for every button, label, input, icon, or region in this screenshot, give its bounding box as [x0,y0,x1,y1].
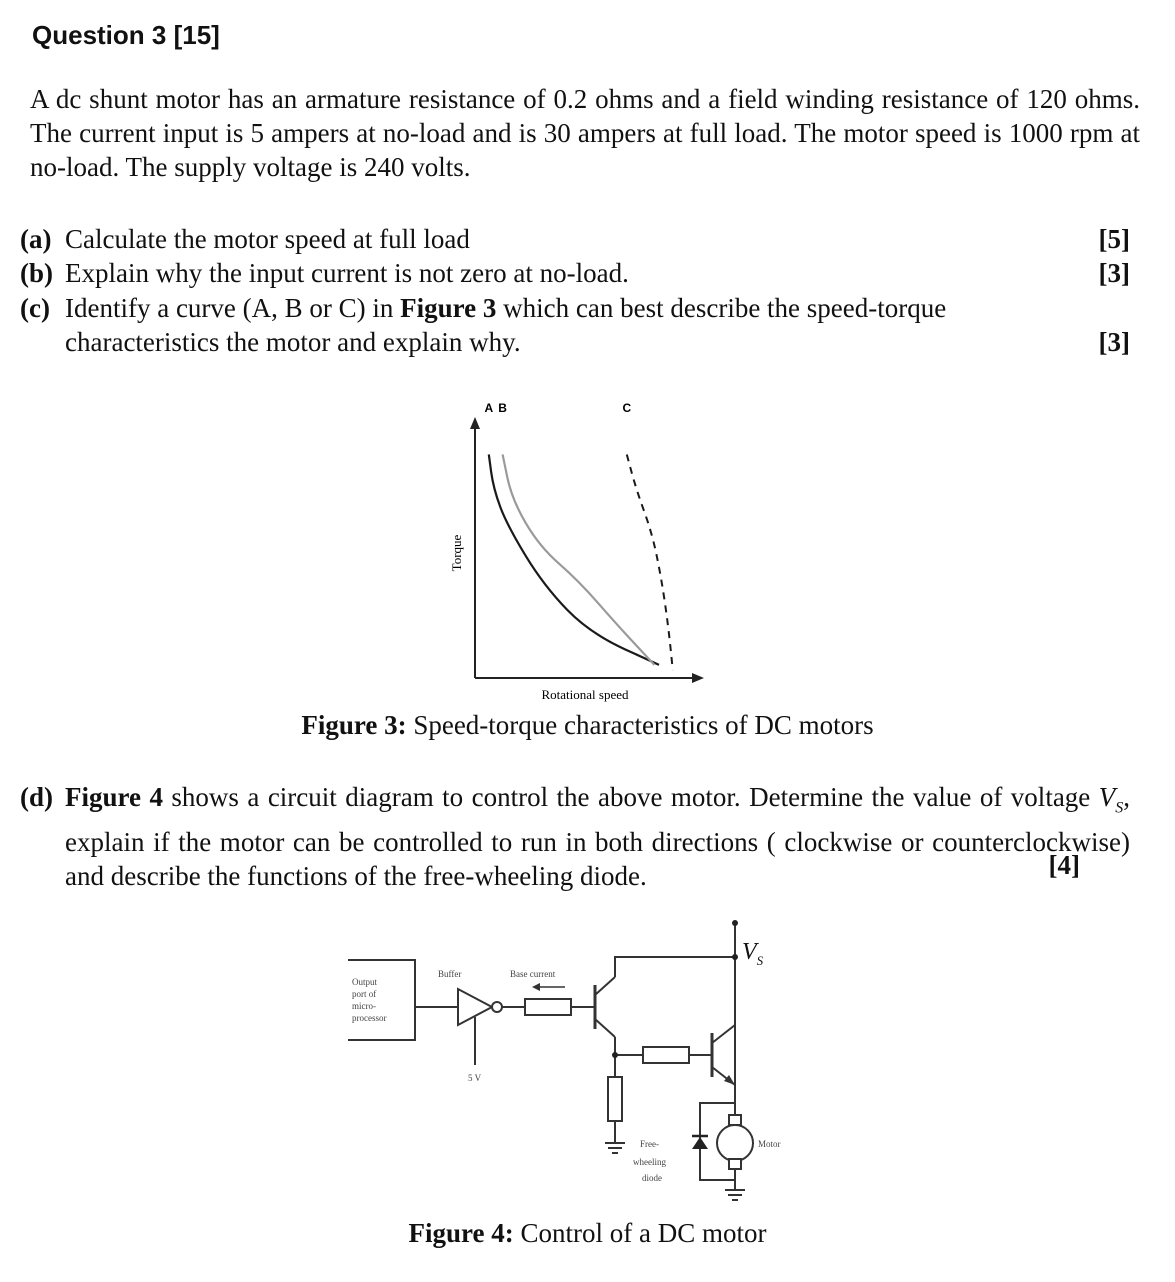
question-intro: A dc shunt motor has an armature resistance of 0.2 ohms and a field winding resistance of 120 ohms. The current input is 5 ampers at no-load and is 30 ampers at full load. The motor speed is 1000 rpm at no-load. The supply voltage is 240 volts. [30,84,1140,182]
y-axis-arrow-icon [470,417,480,429]
figure-4-caption [0,1218,1175,1249]
free-wheeling-diode-icon [692,1137,708,1149]
curve-a [489,454,659,664]
transistor-1-emitter [595,1019,615,1037]
junction-dot-vs [732,920,738,926]
part-d-text [65,780,1130,893]
motor-label: Motor [758,1139,781,1149]
part-d-marks: [4] [1048,850,1080,880]
curve-label-c: C [622,401,632,415]
base-current-arrowhead-icon [532,983,540,991]
part-d [20,780,1130,892]
part-d-letter: (d) [20,782,53,812]
wire-t1-collector-to-rail [615,957,735,977]
part-a-text: Calculate the motor speed at full load [65,224,470,254]
supply-5v-label: 5 V [468,1073,482,1083]
part-c-text-pre: Identify a curve (A, B or C) in [65,293,401,323]
figure-3-caption-text: Speed-torque characteristics of DC motors [406,710,874,740]
part-c [20,291,1130,361]
part-b-marks: [3] [1098,258,1130,288]
part-c-letter: (c) [20,293,50,323]
coupling-resistor [643,1047,689,1063]
part-c-text [65,291,1075,359]
output-port-label-2: port of [352,989,377,999]
x-axis-arrow-icon [692,673,704,683]
part-d-text-1: shows a circuit diagram to control the above motor. Determine the value of voltage [162,782,1099,812]
output-port-label-1: Output [352,977,378,987]
vs-label [742,939,764,968]
curve-c [627,454,673,670]
buffer-bubble [492,1002,502,1012]
figure-3-chart [420,395,720,705]
y-axis-label: Torque [449,534,464,572]
transistor-2-collector [712,1025,735,1043]
curve-b [503,454,655,664]
vs-label-main: V [742,939,757,965]
part-c-text-post: which can best describe the speed-torque characteristics the motor and explain why. [65,293,947,357]
part-a-marks: [5] [1098,224,1130,254]
diode-label-2: wheeling [633,1157,666,1167]
buffer-label: Buffer [438,969,462,979]
motor-brush-top [729,1115,741,1125]
part-d-vs-sub: S [1115,799,1124,817]
question-heading: Question 3 [15] [32,20,220,50]
figure-4-caption-label: Figure 4: [408,1218,514,1248]
part-b-letter: (b) [20,258,53,288]
diode-label-1: Free- [640,1139,659,1149]
part-d-figure-ref: Figure 4 [65,782,163,812]
figure-3-caption-label: Figure 3: [301,710,407,740]
motor-icon [717,1125,753,1161]
part-c-marks: [3] [1098,327,1130,357]
pulldown-resistor [608,1077,622,1121]
part-a-letter: (a) [20,224,52,254]
part-b-text: Explain why the input current is not zero at no-load. [65,258,629,288]
part-d-vs: V [1098,782,1116,812]
motor-brush-bottom [729,1159,741,1169]
figure-3-caption [0,710,1175,741]
diode-label-3: diode [642,1173,662,1183]
transistor-1-collector [595,977,615,995]
part-c-figure-ref: Figure 3 [400,293,497,323]
base-resistor [525,999,571,1015]
output-port-label-3: micro- [352,1001,376,1011]
curve-label-b: B [498,401,507,415]
junction-dot-emitter [612,1052,618,1058]
vs-label-sub: S [756,953,764,968]
junction-dot-rail [732,954,738,960]
output-port-label-4: processor [352,1013,387,1023]
x-axis-label: Rotational speed [541,687,629,702]
part-d-text-2: , explain if the motor can be controlled to run in both directions ( clockwise or counterclockwise) and describe the functions of the free-wheeling diode. [65,782,1130,892]
figure-4-caption-text: Control of a DC motor [513,1218,767,1248]
output-port-box [348,960,415,1040]
base-current-label: Base current [510,969,556,979]
curve-label-a: A [484,401,494,415]
figure-4-circuit [340,915,820,1205]
chart-curves [484,401,672,670]
